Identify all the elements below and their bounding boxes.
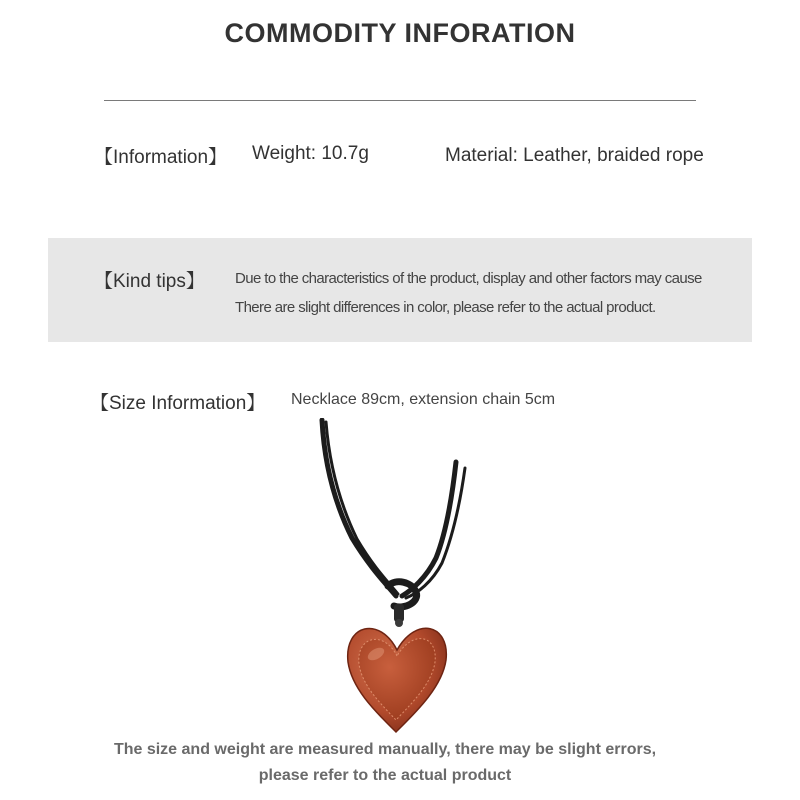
kind-tips-text-line-1: Due to the characteristics of the product, display and other factors may cause <box>235 270 702 287</box>
measurement-note-line-1: The size and weight are measured manually, there may be slight errors, <box>113 741 657 758</box>
necklace-product-image <box>300 418 490 738</box>
size-information-value: Necklace 89cm, extension chain 5cm <box>291 391 556 408</box>
heart-pendant <box>348 628 447 732</box>
size-information-label: 【Size Information】 <box>90 393 266 414</box>
measurement-note-line-2: please refer to the actual product <box>258 767 512 784</box>
page-title: COMMODITY INFORATION <box>224 18 576 48</box>
cord-clasp <box>394 604 404 627</box>
information-label: 【Information】 <box>94 147 228 168</box>
material-value: Material: Leather, braided rope <box>445 145 704 166</box>
title-divider <box>104 100 696 101</box>
kind-tips-text-line-2: There are slight differences in color, please refer to the actual product. <box>235 299 656 316</box>
kind-tips-label: 【Kind tips】 <box>94 271 205 292</box>
weight-value: Weight: 10.7g <box>252 143 369 164</box>
braided-cord <box>322 420 465 607</box>
